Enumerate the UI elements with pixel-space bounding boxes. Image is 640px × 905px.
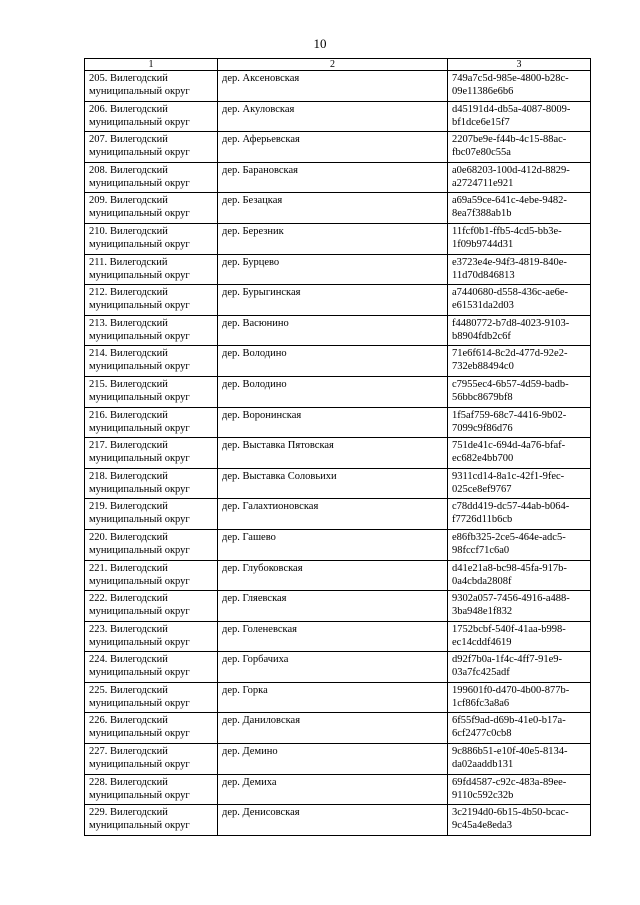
table-row	[85, 132, 591, 163]
guid-line-1: d92f7b0a-1f4c-4ff7-91e9-	[452, 654, 563, 666]
district-line-1	[89, 286, 213, 299]
district-name: Вилегодский	[110, 378, 168, 390]
district-name: Вилегодский	[110, 73, 168, 84]
guid-line-1: c78dd419-dc57-44ab-b064-	[452, 501, 570, 513]
row-number: 229.	[89, 807, 108, 819]
district-name: Вилегодский	[110, 103, 168, 115]
row-number: 217.	[89, 440, 108, 452]
guid-cell	[448, 376, 591, 407]
district-name: Вилегодский	[110, 470, 168, 482]
district-name: Вилегодский	[110, 287, 168, 299]
district-line-1	[89, 684, 213, 697]
guid-line-2: a2724711e921	[452, 177, 514, 189]
district-cell	[85, 101, 218, 132]
district-line-1	[89, 103, 213, 116]
guid-line-2: 6cf2477c0cb8	[452, 728, 512, 740]
guid-line-2: 56bbc8679bf8	[452, 391, 513, 403]
district-line-1	[89, 531, 213, 544]
district-line-1	[89, 806, 213, 819]
row-number: 218.	[89, 470, 108, 482]
district-line-1	[89, 409, 213, 422]
guid-cell	[448, 744, 591, 775]
row-number: 216.	[89, 409, 108, 421]
guid-line-2: 11d70d846813	[452, 269, 515, 281]
row-number: 228.	[89, 776, 108, 788]
guid-line-1: 1752bcbf-540f-41aa-b998-	[452, 623, 566, 635]
row-number: 223.	[89, 623, 108, 635]
guid-line-1: e86fb325-2ce5-464e-adc5-	[452, 531, 566, 543]
district-cell	[85, 346, 218, 377]
guid-line-1: e3723e4e-94f3-4819-840e-	[452, 256, 567, 268]
table-row	[85, 468, 591, 499]
district-cell	[85, 376, 218, 407]
table-row	[85, 346, 591, 377]
district-line-2: муниципальный округ	[89, 177, 190, 189]
table-row	[85, 223, 591, 254]
guid-line-1: 751de41c-694d-4a76-bfaf-	[452, 440, 566, 452]
guid-line-2: 8ea7f388ab1b	[452, 208, 512, 220]
settlement-name-cell: дер. Бурыгинская	[218, 285, 448, 316]
district-name: Вилегодский	[109, 256, 168, 268]
district-line-1	[89, 439, 213, 452]
row-number: 214.	[89, 348, 108, 360]
table-row	[85, 254, 591, 285]
district-cell	[85, 468, 218, 499]
district-cell	[85, 254, 218, 285]
guid-line-2: da02aaddb131	[452, 759, 514, 771]
district-line-2: муниципальный округ	[89, 453, 190, 465]
guid-cell	[448, 499, 591, 530]
district-name: Вилегодский	[110, 654, 168, 666]
guid-line-2: e61531da2d03	[452, 300, 514, 312]
guid-line-1: a0e68203-100d-412d-8829-	[452, 164, 570, 176]
guid-line-2: ec14cddf4619	[452, 636, 512, 648]
guid-line-1: 9302a057-7456-4916-a488-	[452, 593, 570, 605]
guid-line-2: 03a7fc425adf	[452, 667, 510, 679]
district-name: Вилегодский	[110, 746, 168, 758]
guid-cell	[448, 407, 591, 438]
district-line-1	[89, 378, 213, 391]
district-cell	[85, 407, 218, 438]
district-name: Вилегодский	[110, 440, 168, 452]
guid-line-2: 7099c9f86d76	[452, 422, 513, 434]
district-name: Вилегодский	[110, 195, 168, 207]
guid-cell	[448, 71, 591, 102]
row-number: 209.	[89, 195, 108, 207]
guid-line-1: 199601f0-d470-4b00-877b-	[452, 684, 570, 696]
district-line-2: муниципальный округ	[89, 636, 190, 648]
guid-cell	[448, 101, 591, 132]
row-number: 224.	[89, 654, 108, 666]
district-line-2: муниципальный округ	[89, 269, 190, 281]
row-number: 210.	[89, 225, 108, 237]
district-line-1	[89, 776, 213, 789]
table-row	[85, 560, 591, 591]
district-line-2: муниципальный округ	[89, 697, 190, 709]
guid-line-1: 749a7c5d-985e-4800-b28c-	[452, 73, 569, 84]
district-name: Вилегодский	[110, 348, 168, 360]
guid-cell	[448, 682, 591, 713]
district-line-1	[89, 347, 213, 360]
settlement-name-cell: дер. Березник	[218, 223, 448, 254]
guid-cell	[448, 223, 591, 254]
district-line-2: муниципальный округ	[89, 606, 190, 618]
guid-cell	[448, 591, 591, 622]
table-row	[85, 438, 591, 469]
guid-line-1: d41e21a8-bc98-45fa-917b-	[452, 562, 567, 574]
district-name: Вилегодский	[110, 593, 168, 605]
table-row	[85, 499, 591, 530]
table-body	[85, 71, 591, 836]
district-line-2: муниципальный округ	[89, 86, 190, 97]
district-cell	[85, 713, 218, 744]
guid-cell	[448, 346, 591, 377]
district-cell	[85, 744, 218, 775]
settlements-table	[84, 58, 591, 836]
row-number: 213.	[89, 317, 108, 329]
guid-cell	[448, 560, 591, 591]
settlement-name-cell: дер. Володино	[218, 376, 448, 407]
settlement-name-cell: дер. Воронинская	[218, 407, 448, 438]
guid-line-2: 0a4cbda2808f	[452, 575, 512, 587]
settlement-name-cell: дер. Галахтионовская	[218, 499, 448, 530]
table-row	[85, 101, 591, 132]
row-number: 220.	[89, 531, 108, 543]
guid-line-1: 11fcf0b1-ffb5-4cd5-bb3e-	[452, 225, 562, 237]
district-line-2: муниципальный округ	[89, 759, 190, 771]
settlement-name-cell: дер. Володино	[218, 346, 448, 377]
guid-cell	[448, 774, 591, 805]
guid-cell	[448, 254, 591, 285]
guid-line-1: f4480772-b7d8-4023-9103-	[452, 317, 570, 329]
guid-cell	[448, 621, 591, 652]
guid-line-1: 3c2194d0-6b15-4b50-bcac-	[452, 807, 569, 819]
settlement-name-cell: дер. Денисовская	[218, 805, 448, 836]
settlement-name-cell: дер. Горбачиха	[218, 652, 448, 683]
column-header-1: 1	[85, 59, 218, 71]
district-line-2: муниципальный округ	[89, 391, 190, 403]
district-name: Вилегодский	[110, 562, 168, 574]
district-line-2: муниципальный округ	[89, 238, 190, 250]
district-line-2: муниципальный округ	[89, 544, 190, 556]
guid-line-1: a69a59ce-641c-4ebe-9482-	[452, 195, 567, 207]
guid-line-2: ec682e4bb700	[452, 453, 514, 465]
district-line-2: муниципальный округ	[89, 820, 190, 832]
district-line-1	[89, 133, 213, 146]
row-number: 221.	[89, 562, 108, 574]
district-line-2: муниципальный округ	[89, 667, 190, 679]
guid-cell	[448, 315, 591, 346]
guid-line-1: d45191d4-db5a-4087-8009-	[452, 103, 571, 115]
district-cell	[85, 805, 218, 836]
settlement-name-cell: дер. Аферьевская	[218, 132, 448, 163]
district-line-1	[89, 164, 213, 177]
settlement-name-cell: дер. Горка	[218, 682, 448, 713]
district-line-2: муниципальный округ	[89, 147, 190, 159]
district-name: Вилегодский	[110, 409, 168, 421]
guid-line-2: 025ce8ef9767	[452, 483, 512, 495]
district-cell	[85, 652, 218, 683]
district-line-2: муниципальный округ	[89, 208, 190, 220]
district-name: Вилегодский	[110, 501, 168, 513]
row-number: 219.	[89, 501, 108, 513]
district-line-2: муниципальный округ	[89, 361, 190, 373]
table-row	[85, 285, 591, 316]
row-number: 205.	[89, 73, 108, 84]
guid-cell	[448, 132, 591, 163]
table-row	[85, 162, 591, 193]
district-line-2: муниципальный округ	[89, 116, 190, 128]
district-line-1	[89, 317, 213, 330]
guid-line-2: 732eb88494c0	[452, 361, 514, 373]
district-cell	[85, 591, 218, 622]
district-line-1	[89, 623, 213, 636]
table-row	[85, 529, 591, 560]
table-row	[85, 71, 591, 102]
district-cell	[85, 682, 218, 713]
settlement-name-cell: дер. Бурцево	[218, 254, 448, 285]
guid-cell	[448, 438, 591, 469]
table-row	[85, 713, 591, 744]
district-line-1	[89, 225, 213, 238]
guid-line-1: 9c886b51-e10f-40e5-8134-	[452, 746, 568, 758]
district-line-2: муниципальный округ	[89, 514, 190, 526]
district-cell	[85, 71, 218, 102]
guid-line-2: fbc07e80c55a	[452, 147, 511, 159]
row-number: 206.	[89, 103, 108, 115]
row-number: 225.	[89, 684, 108, 696]
guid-line-2: 9110c592c32b	[452, 789, 514, 801]
district-cell	[85, 193, 218, 224]
table-row	[85, 621, 591, 652]
settlement-name-cell: дер. Барановская	[218, 162, 448, 193]
district-line-1	[89, 592, 213, 605]
settlement-name-cell: дер. Акуловская	[218, 101, 448, 132]
guid-line-2: b8904fdb2c6f	[452, 330, 511, 342]
table-row	[85, 193, 591, 224]
guid-line-1: 69fd4587-c92c-483a-89ee-	[452, 776, 567, 788]
row-number: 211.	[89, 256, 107, 268]
settlement-name-cell: дер. Васюнино	[218, 315, 448, 346]
guid-cell	[448, 713, 591, 744]
settlement-name-cell: дер. Демино	[218, 744, 448, 775]
district-cell	[85, 529, 218, 560]
settlement-name-cell: дер. Безацкая	[218, 193, 448, 224]
table-row	[85, 376, 591, 407]
district-line-2: муниципальный округ	[89, 483, 190, 495]
settlement-name-cell: дер. Выставка Пятовская	[218, 438, 448, 469]
table-row	[85, 774, 591, 805]
guid-line-1: 71e6f614-8c2d-477d-92e2-	[452, 348, 568, 360]
settlement-name-cell: дер. Голеневская	[218, 621, 448, 652]
district-name: Вилегодский	[110, 807, 168, 819]
table-row	[85, 652, 591, 683]
settlement-name-cell: дер. Гашево	[218, 529, 448, 560]
guid-line-1: 6f55f9ad-d69b-41e0-b17a-	[452, 715, 566, 727]
settlement-name-cell: дер. Аксеновская	[218, 71, 448, 102]
district-cell	[85, 774, 218, 805]
district-cell	[85, 621, 218, 652]
page-number: 10	[313, 36, 327, 51]
district-name: Вилегодский	[110, 134, 168, 146]
guid-cell	[448, 468, 591, 499]
district-line-1	[89, 500, 213, 513]
district-name: Вилегодский	[110, 776, 168, 788]
table-row	[85, 407, 591, 438]
table-row	[85, 591, 591, 622]
table-row	[85, 805, 591, 836]
district-name: Вилегодский	[110, 684, 168, 696]
guid-line-2: 9c45a4e8eda3	[452, 820, 513, 832]
district-line-1	[89, 714, 213, 727]
row-number: 215.	[89, 378, 108, 390]
district-line-1	[89, 745, 213, 758]
district-name: Вилегодский	[110, 531, 168, 543]
district-name: Вилегодский	[110, 164, 168, 176]
settlement-name-cell: дер. Демиха	[218, 774, 448, 805]
guid-line-1: 1f5af759-68c7-4416-9b02-	[452, 409, 567, 421]
guid-line-1: c7955ec4-6b57-4d59-badb-	[452, 378, 569, 390]
district-cell	[85, 499, 218, 530]
district-name: Вилегодский	[110, 623, 168, 635]
district-cell	[85, 560, 218, 591]
row-number: 207.	[89, 134, 108, 146]
district-cell	[85, 315, 218, 346]
row-number: 212.	[89, 287, 108, 299]
district-cell	[85, 132, 218, 163]
district-line-1	[89, 72, 213, 85]
table-row	[85, 315, 591, 346]
guid-cell	[448, 285, 591, 316]
district-line-2: муниципальный округ	[89, 300, 190, 312]
guid-line-2: 1cf86fc3a8a6	[452, 697, 510, 709]
settlement-name-cell: дер. Глубоковская	[218, 560, 448, 591]
district-name: Вилегодский	[110, 317, 168, 329]
district-line-2: муниципальный округ	[89, 422, 190, 434]
guid-line-1: 2207be9e-f44b-4c15-88ac-	[452, 134, 567, 146]
guid-line-2: bf1dce6e15f7	[452, 116, 510, 128]
table-row	[85, 682, 591, 713]
guid-cell	[448, 529, 591, 560]
district-cell	[85, 223, 218, 254]
guid-line-2: 98fccf71c6a0	[452, 544, 510, 556]
settlement-name-cell: дер. Выставка Соловьихи	[218, 468, 448, 499]
district-cell	[85, 162, 218, 193]
district-line-2: муниципальный округ	[89, 575, 190, 587]
guid-line-2: 1f09b9744d31	[452, 238, 514, 250]
guid-line-2: f7726d11b6cb	[452, 514, 513, 526]
district-cell	[85, 438, 218, 469]
district-line-2: муниципальный округ	[89, 789, 190, 801]
district-line-2: муниципальный округ	[89, 728, 190, 740]
guid-line-2: 09e11386e6b6	[452, 86, 514, 97]
row-number: 222.	[89, 593, 108, 605]
district-name: Вилегодский	[110, 225, 168, 237]
district-line-1	[89, 562, 213, 575]
column-header-2: 2	[218, 59, 448, 71]
row-number: 226.	[89, 715, 108, 727]
district-line-1	[89, 256, 213, 269]
row-number: 208.	[89, 164, 108, 176]
district-line-1	[89, 470, 213, 483]
guid-cell	[448, 805, 591, 836]
district-name: Вилегодский	[110, 715, 168, 727]
district-line-2: муниципальный округ	[89, 330, 190, 342]
table-row	[85, 744, 591, 775]
column-header-3: 3	[448, 59, 591, 71]
district-line-1	[89, 194, 213, 207]
district-cell	[85, 285, 218, 316]
guid-line-1: a7440680-d558-436c-ae6e-	[452, 287, 569, 299]
guid-cell	[448, 652, 591, 683]
settlement-name-cell: дер. Даниловская	[218, 713, 448, 744]
guid-cell	[448, 162, 591, 193]
guid-cell	[448, 193, 591, 224]
settlement-name-cell: дер. Гляевская	[218, 591, 448, 622]
guid-line-2: 3ba948e1f832	[452, 606, 513, 618]
row-number: 227.	[89, 746, 108, 758]
table-header-row	[85, 59, 591, 71]
district-line-1	[89, 653, 213, 666]
guid-line-1: 9311cd14-8a1c-42f1-9fec-	[452, 470, 565, 482]
